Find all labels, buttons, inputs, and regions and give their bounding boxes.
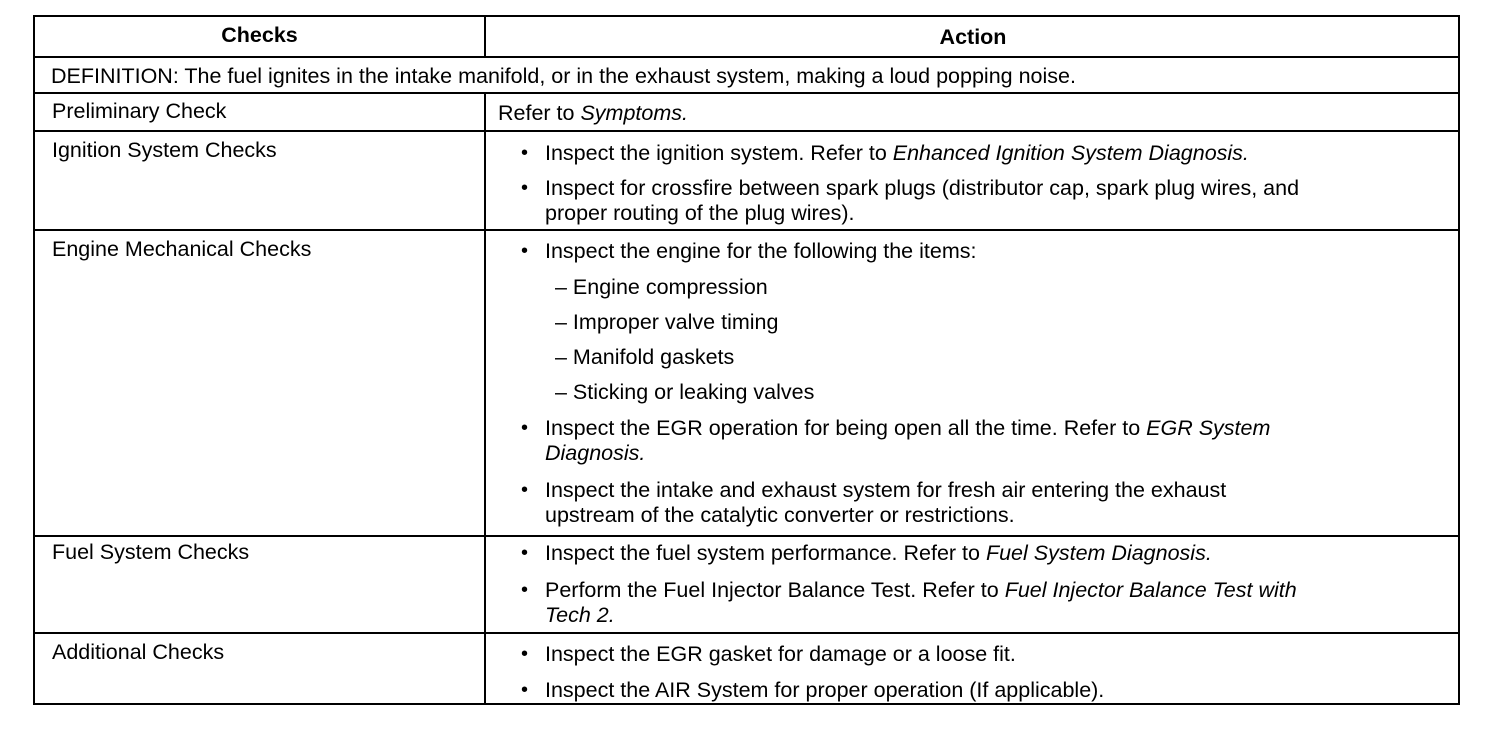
engine-subitem: – Sticking or leaking valves [555, 380, 815, 404]
symptoms-reference: Symptoms. [580, 101, 688, 125]
bullet-icon: • [521, 417, 529, 439]
action-engine-3-line2: upstream of the catalytic converter or restrictions. [545, 503, 1015, 527]
column-divider [484, 92, 486, 705]
action-fuel-2-line2 [545, 603, 615, 628]
action-additional-2: Inspect the AIR System for proper operation (If applicable). [545, 678, 1105, 702]
bullet-icon: • [521, 240, 529, 262]
bullet-icon: • [521, 643, 529, 665]
engine-subitem: – Improper valve timing [555, 310, 779, 334]
row-divider [35, 535, 1458, 537]
check-label-additional: Additional Checks [52, 640, 225, 664]
engine-subitem: – Manifold gaskets [555, 345, 735, 369]
row-divider [35, 632, 1458, 634]
header-action: Action [939, 25, 1007, 49]
action-ignition-1 [545, 141, 1249, 166]
action-additional-1: Inspect the EGR gasket for damage or a loose fit. [545, 642, 1016, 666]
action-ignition-2-line2: proper routing of the plug wires). [545, 201, 855, 225]
bullet-icon: • [521, 479, 529, 501]
row-divider [35, 130, 1458, 132]
row-divider [35, 56, 1458, 58]
bullet-icon: • [521, 142, 529, 164]
injector-test-reference: Fuel Injector Balance Test with [1004, 578, 1297, 602]
action-text: Inspect the ignition system. Refer to [545, 141, 893, 165]
action-text: Refer to [498, 101, 581, 125]
action-engine-1: Inspect the engine for the following the items: [545, 239, 977, 263]
diagnostic-table [33, 15, 1460, 705]
egr-diagnosis-reference-cont: Diagnosis. [545, 441, 646, 465]
bullet-icon: • [521, 579, 529, 601]
action-ignition-2-line1: Inspect for crossfire between spark plugs (distributor cap, spark plug wires, and [545, 176, 1300, 200]
check-label-preliminary: Preliminary Check [52, 99, 227, 123]
action-preliminary [498, 101, 688, 126]
definition-text: DEFINITION: The fuel ignites in the intake manifold, or in the exhaust system, making a loud popping noise. [51, 64, 1076, 88]
action-fuel-1 [545, 541, 1212, 566]
action-engine-2-line2 [545, 441, 645, 466]
injector-test-reference-cont: Tech 2. [545, 603, 615, 627]
header-checks: Checks [221, 23, 298, 47]
bullet-icon: • [521, 679, 529, 701]
engine-subitem: – Engine compression [555, 275, 768, 299]
egr-diagnosis-reference: EGR System [1146, 416, 1271, 440]
action-fuel-2-line1 [545, 578, 1297, 603]
action-text: Inspect the fuel system performance. Refer to [545, 541, 986, 565]
action-text: Perform the Fuel Injector Balance Test. Refer to [545, 578, 1005, 602]
bullet-icon: • [521, 542, 529, 564]
check-label-ignition: Ignition System Checks [52, 138, 277, 162]
row-divider [35, 229, 1458, 231]
check-label-fuel: Fuel System Checks [52, 540, 250, 564]
fuel-diagnosis-reference: Fuel System Diagnosis. [985, 541, 1212, 565]
check-label-engine: Engine Mechanical Checks [52, 237, 312, 261]
action-engine-3-line1: Inspect the intake and exhaust system for fresh air entering the exhaust [545, 478, 1227, 502]
action-engine-2-line1 [545, 416, 1270, 441]
ignition-diagnosis-reference: Enhanced Ignition System Diagnosis. [892, 141, 1249, 165]
bullet-icon: • [521, 177, 529, 199]
action-text: Inspect the EGR operation for being open all the time. Refer to [545, 416, 1147, 440]
row-divider [35, 92, 1458, 94]
